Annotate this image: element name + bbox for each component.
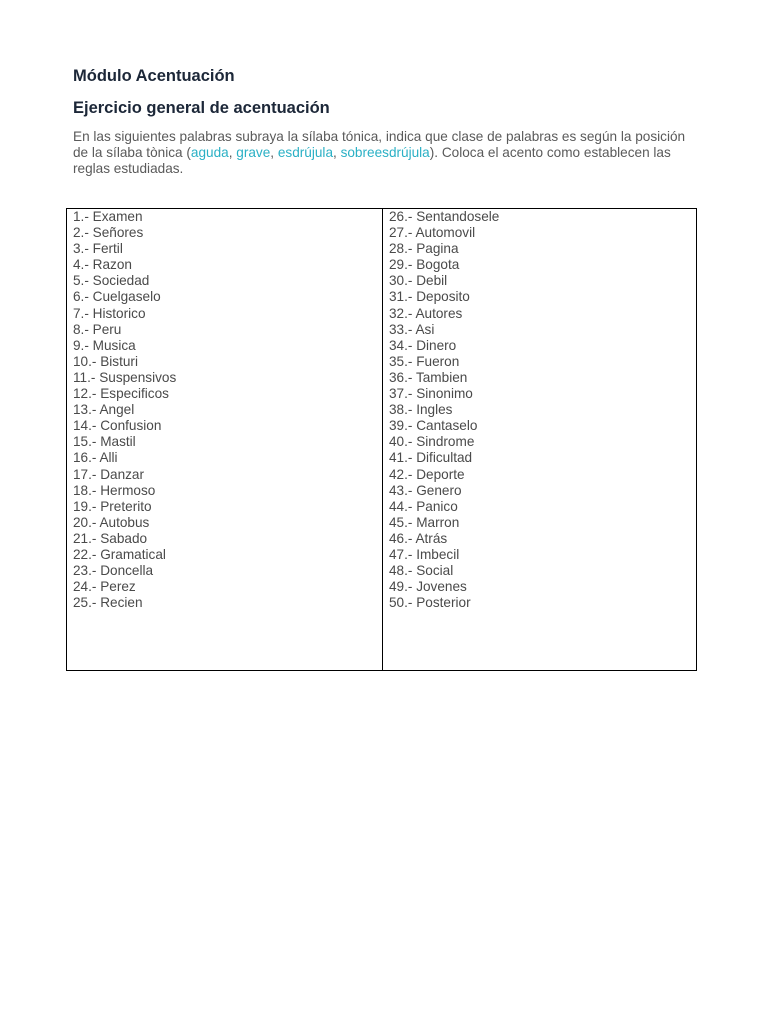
word-item: 27.- Automovil	[389, 225, 476, 241]
word-item: 37.- Sinonimo	[389, 386, 473, 402]
keyword-grave: grave	[236, 145, 271, 161]
word-item: 35.- Fueron	[389, 353, 460, 369]
word-item: 30.- Debil	[389, 273, 448, 289]
word-item: 16.- Alli	[73, 450, 118, 466]
keyword-separator: ,	[333, 145, 341, 161]
word-item: 22.- Gramatical	[73, 546, 166, 562]
word-item: 50.- Posterior	[389, 595, 471, 611]
word-item: 3.- Fertil	[73, 241, 123, 257]
word-item: 13.- Angel	[73, 402, 135, 418]
word-item: 24.- Perez	[73, 579, 136, 595]
word-item: 34.- Dinero	[389, 337, 457, 353]
instructions-paragraph	[73, 129, 703, 178]
word-item: 4.- Razon	[73, 257, 132, 273]
word-item: 28.- Pagina	[389, 241, 459, 257]
word-item: 45.- Marron	[389, 514, 460, 530]
exercise-title: Ejercicio general de acentuación	[73, 99, 330, 117]
word-item: 9.- Musica	[73, 337, 136, 353]
word-item: 23.- Doncella	[73, 563, 154, 579]
word-item: 20.- Autobus	[73, 514, 150, 530]
word-item: 49.- Jovenes	[389, 579, 467, 595]
word-item: 10.- Bisturi	[73, 353, 138, 369]
word-item: 21.- Sabado	[73, 530, 148, 546]
word-item: 5.- Sociedad	[73, 273, 150, 289]
word-item: 36.- Tambien	[389, 369, 468, 385]
word-column-right	[383, 209, 696, 670]
word-item: 43.- Genero	[389, 482, 462, 498]
word-item: 29.- Bogota	[389, 257, 460, 273]
word-item: 2.- Señores	[73, 225, 144, 241]
word-item: 38.- Ingles	[389, 402, 453, 418]
word-item: 19.- Preterito	[73, 498, 152, 514]
word-item: 6.- Cuelgaselo	[73, 289, 161, 305]
word-item: 33.- Asi	[389, 321, 435, 337]
word-item: 11.- Suspensivos	[73, 369, 177, 385]
word-item: 44.- Panico	[389, 498, 458, 514]
word-item: 41.- Dificultad	[389, 450, 473, 466]
word-item: 31.- Deposito	[389, 289, 470, 305]
keyword-separator: ,	[270, 145, 278, 161]
word-list-table	[66, 208, 697, 671]
word-list-right	[389, 209, 696, 611]
word-item: 7.- Historico	[73, 305, 146, 321]
word-column-left	[67, 209, 383, 670]
word-item: 14.- Confusion	[73, 418, 162, 434]
word-item: 48.- Social	[389, 563, 454, 579]
word-item: 32.- Autores	[389, 305, 463, 321]
word-item: 8.- Peru	[73, 321, 122, 337]
word-item: 40.- Sindrome	[389, 434, 475, 450]
word-item: 25.- Recien	[73, 595, 143, 611]
word-item: 39.- Cantaselo	[389, 418, 478, 434]
keyword-sobreesdrujula: sobreesdrújula	[340, 145, 430, 161]
word-item: 47.- Imbecil	[389, 546, 460, 562]
word-list-left	[73, 209, 382, 611]
word-item: 46.- Atrás	[389, 530, 448, 546]
word-item: 42.- Deporte	[389, 466, 465, 482]
word-item: 17.- Danzar	[73, 466, 145, 482]
word-item: 1.- Examen	[73, 209, 143, 224]
instructions-text-part2: ). Coloca el acento como establecen las reglas estudiadas.	[73, 145, 671, 177]
keyword-separator: ,	[228, 145, 237, 161]
instructions-text-part1: En las siguientes palabras subraya la sílaba tónica, indica que clase de palabras es según la posición de la sílaba tònica (	[73, 129, 686, 161]
word-item: 26.- Sentandosele	[389, 209, 500, 224]
word-item: 15.- Mastil	[73, 434, 136, 450]
module-title: Módulo Acentuación	[73, 67, 235, 85]
word-item: 18.- Hermoso	[73, 482, 156, 498]
keyword-esdrujula: esdrújula	[277, 145, 334, 161]
keyword-aguda: aguda	[190, 145, 229, 161]
word-item: 12.- Especificos	[73, 386, 169, 402]
